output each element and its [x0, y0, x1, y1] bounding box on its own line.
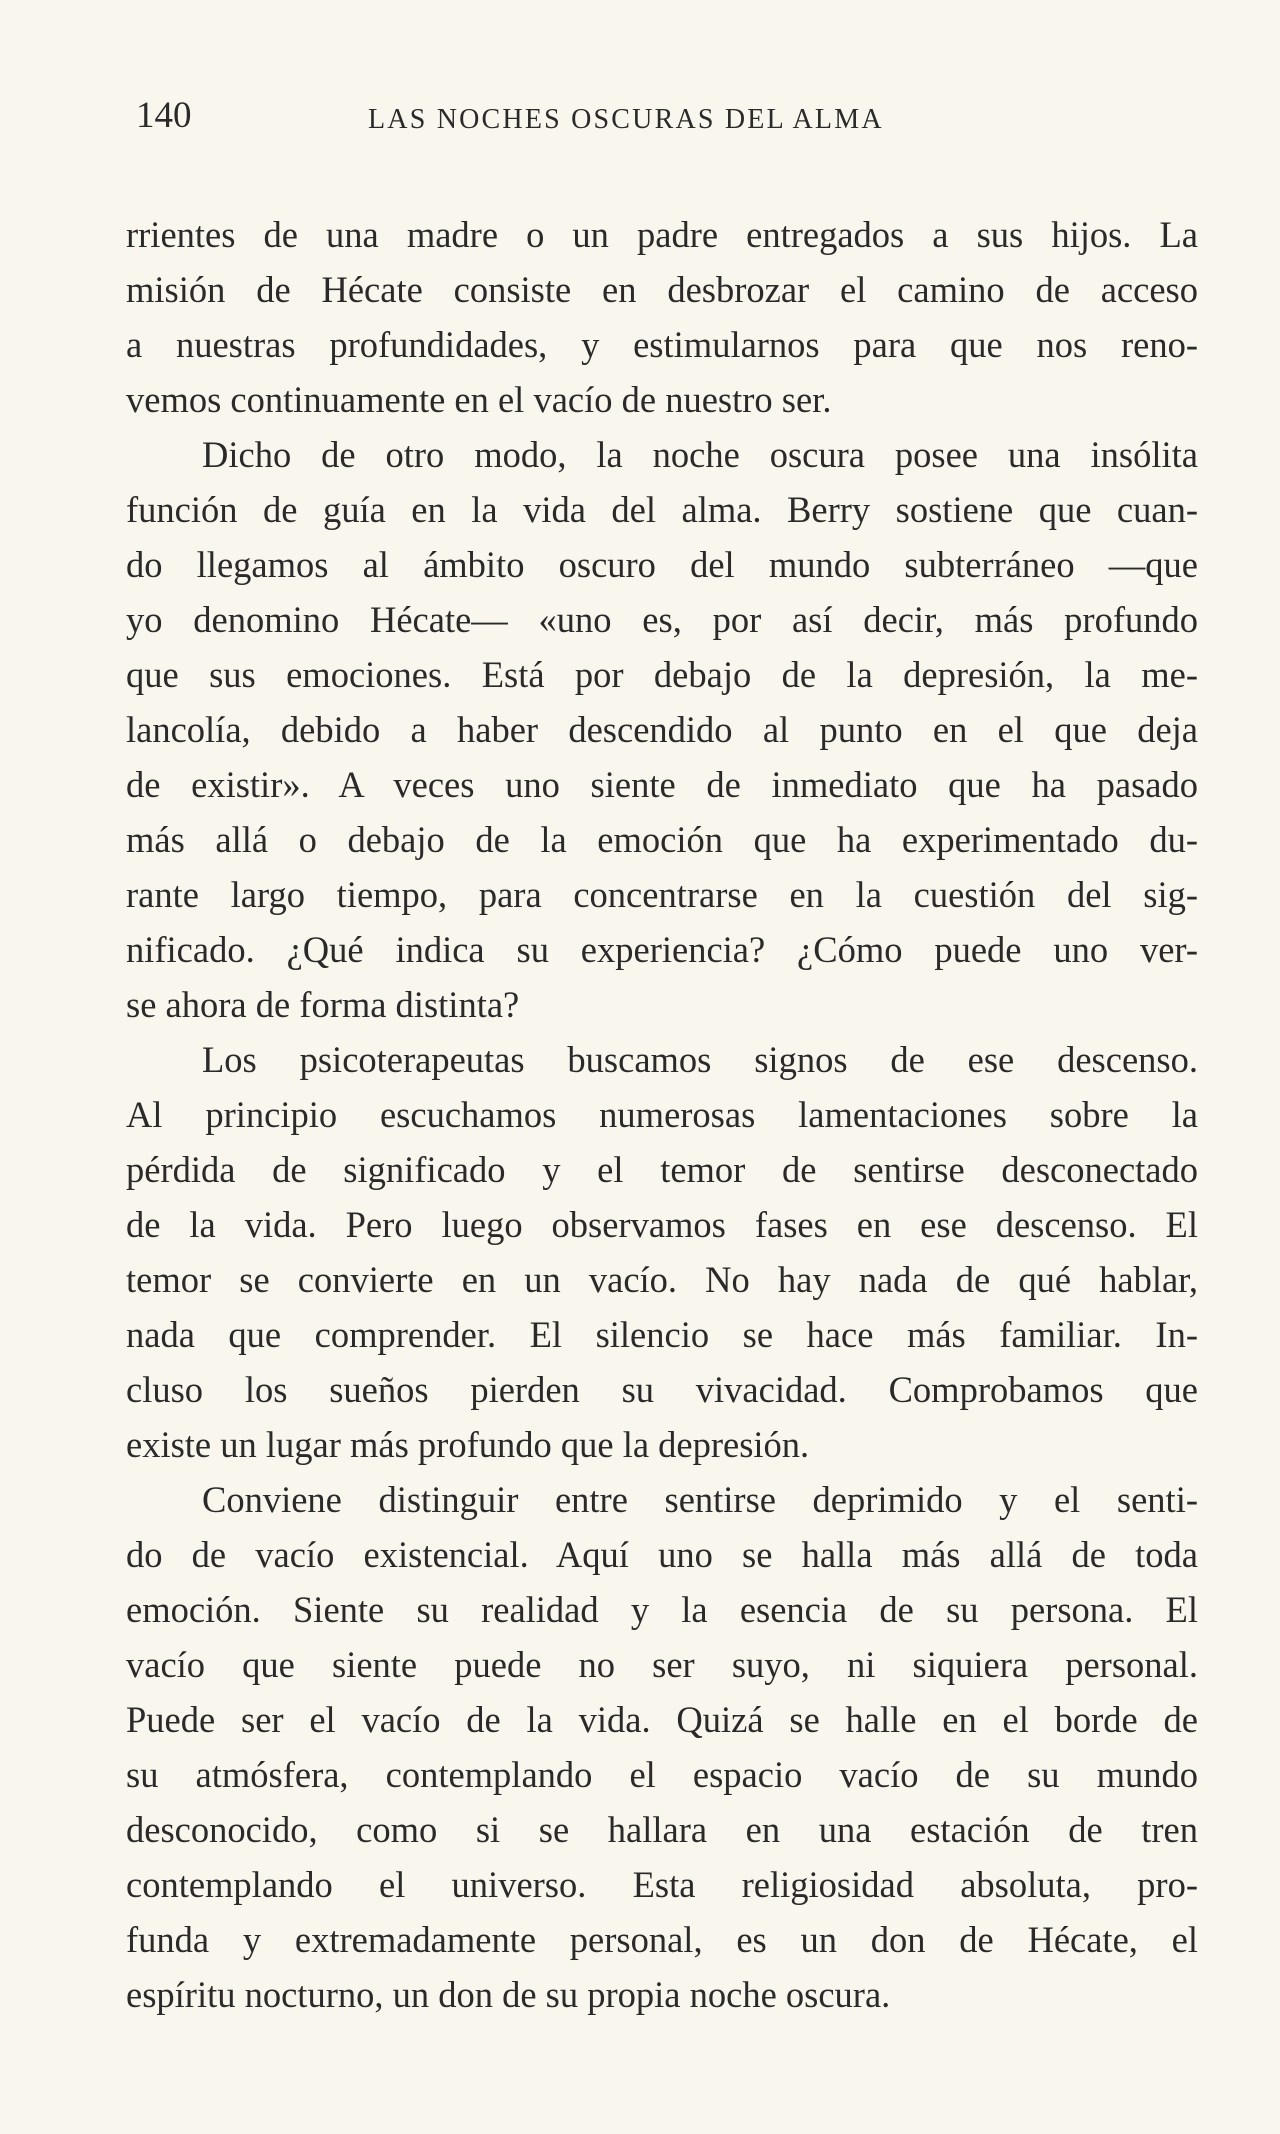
text-line: nificado. ¿Qué indica su experiencia? ¿Cómo puede uno ver- [126, 929, 1198, 970]
page-number: 140 [136, 95, 192, 136]
text-line: Los psicoterapeutas buscamos signos de ese descenso. [202, 1039, 1198, 1080]
text-line: rrientes de una madre o un padre entregados a sus hijos. La [126, 214, 1198, 255]
text-line: Dicho de otro modo, la noche oscura posee una insólita [202, 434, 1198, 475]
body-text [126, 207, 1198, 2022]
text-line: a nuestras profundidades, y estimularnos para que nos reno- [126, 324, 1198, 365]
text-line: vemos continuamente en el vacío de nuestro ser. [126, 379, 832, 420]
text-line: funda y extremadamente personal, es un don de Hécate, el [126, 1919, 1198, 1960]
text-line: pérdida de significado y el temor de sentirse desconectado [126, 1149, 1198, 1190]
text-line: existe un lugar más profundo que la depresión. [126, 1424, 810, 1465]
text-line: emoción. Siente su realidad y la esencia de su persona. El [126, 1589, 1198, 1630]
text-line: espíritu nocturno, un don de su propia noche oscura. [126, 1974, 891, 2015]
text-line: nada que comprender. El silencio se hace más familiar. In- [126, 1314, 1198, 1355]
text-line: se ahora de forma distinta? [126, 984, 520, 1025]
paragraph-3 [126, 1032, 1198, 1472]
text-line: cluso los sueños pierden su vivacidad. Comprobamos que [126, 1369, 1198, 1410]
text-line: Puede ser el vacío de la vida. Quizá se halle en el borde de [126, 1699, 1198, 1740]
text-line: de la vida. Pero luego observamos fases en ese descenso. El [126, 1204, 1198, 1245]
text-line: Conviene distinguir entre sentirse deprimido y el senti- [202, 1479, 1198, 1520]
text-line: rante largo tiempo, para concentrarse en la cuestión del sig- [126, 874, 1198, 915]
text-line: do llegamos al ámbito oscuro del mundo subterráneo —que [126, 544, 1198, 585]
text-line: función de guía en la vida del alma. Berry sostiene que cuan- [126, 489, 1198, 530]
text-line: do de vacío existencial. Aquí uno se halla más allá de toda [126, 1534, 1198, 1575]
text-line: su atmósfera, contemplando el espacio vacío de su mundo [126, 1754, 1198, 1795]
text-line: Al principio escuchamos numerosas lamentaciones sobre la [126, 1094, 1198, 1135]
paragraph-2 [126, 427, 1198, 1032]
running-head [136, 95, 1146, 145]
text-line: misión de Hécate consiste en desbrozar el camino de acceso [126, 269, 1198, 310]
text-line: más allá o debajo de la emoción que ha experimentado du- [126, 819, 1198, 860]
text-line: de existir». A veces uno siente de inmediato que ha pasado [126, 764, 1198, 805]
text-line: que sus emociones. Está por debajo de la depresión, la me- [126, 654, 1198, 695]
text-line: lancolía, debido a haber descendido al punto en el que deja [126, 709, 1198, 750]
text-line: vacío que siente puede no ser suyo, ni siquiera personal. [126, 1644, 1198, 1685]
text-line: temor se convierte en un vacío. No hay nada de qué hablar, [126, 1259, 1198, 1300]
paragraph-1 [126, 207, 1198, 427]
text-line: yo denomino Hécate— «uno es, por así decir, más profundo [126, 599, 1198, 640]
text-line: contemplando el universo. Esta religiosidad absoluta, pro- [126, 1864, 1198, 1905]
running-title: LAS NOCHES OSCURAS DEL ALMA [368, 104, 884, 135]
text-line: desconocido, como si se hallara en una estación de tren [126, 1809, 1198, 1850]
paragraph-4 [126, 1472, 1198, 2022]
